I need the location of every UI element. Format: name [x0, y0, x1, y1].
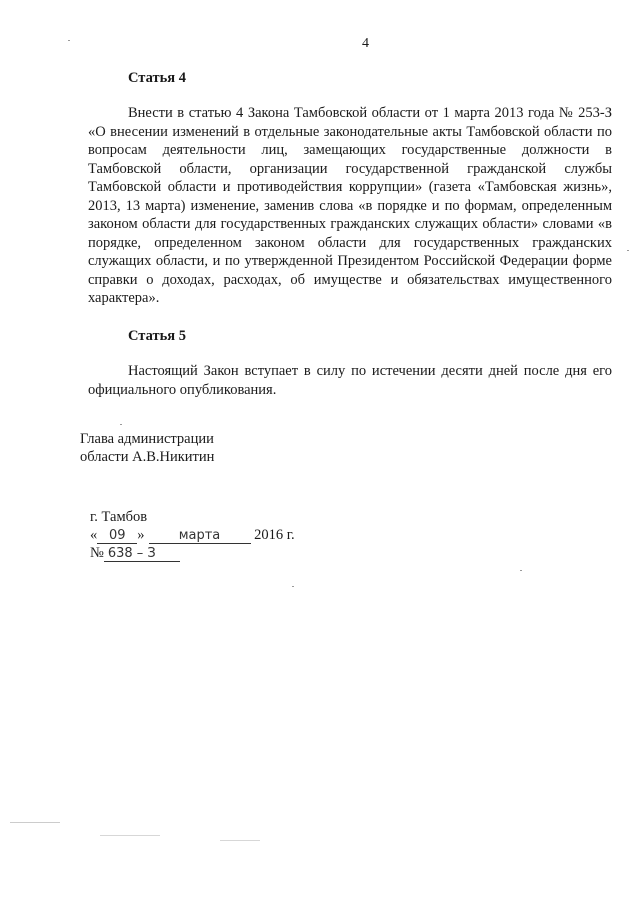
number-line [90, 544, 295, 562]
scan-speck [520, 570, 522, 571]
scan-speck [220, 840, 260, 841]
date-year: 2016 г. [254, 527, 295, 543]
scan-speck [120, 424, 122, 425]
article-4-text: Внести в статью 4 Закона Тамбовской области от 1 марта 2013 года № 253-З «О внесении изменений в отдельные законодательные акты Тамбовской области по вопросам деятельности лиц, замещающих государственные должности в Тамбовской области, организации государственной гражданской службы Тамбовской области и противодействия коррупции» (газета «Тамбовская жизнь», 2013, 13 марта) изменение, заменив слова «в порядке и по формам, определенным законом области для государственных гражданских служащих области» словами «в порядке, определенном законом области для государственных гражданских служащих области, и по утвержденной Президентом Российской Федерации форме справки о доходах, расходах, об имуществе и обязательствах имущественного характера». [88, 105, 612, 306]
date-day: 09 [97, 528, 137, 544]
article-5-heading: Статья 5 [128, 328, 186, 344]
signature-name: области А.В.Никитин [80, 449, 215, 465]
quote-open: « [90, 527, 98, 543]
number-sign: № [90, 545, 104, 561]
date-line [90, 526, 295, 544]
scan-speck [10, 822, 60, 823]
scan-speck [627, 250, 629, 251]
article-4-heading: Статья 4 [128, 70, 186, 86]
city-line: г. Тамбов [90, 509, 148, 525]
quote-close: » [137, 527, 145, 543]
signature-block [80, 430, 214, 466]
date-month: марта [149, 528, 251, 544]
scan-speck [68, 40, 70, 41]
law-number: 638 – З [104, 546, 180, 562]
place-date-block [90, 508, 295, 562]
article-5-text: Настоящий Закон вступает в силу по истечении десяти дней после дня его официального опубликования. [88, 363, 612, 398]
signature-title: Глава администрации [80, 431, 214, 447]
page-number: 4 [362, 36, 369, 51]
scan-speck [292, 586, 294, 587]
scan-speck [100, 835, 160, 836]
